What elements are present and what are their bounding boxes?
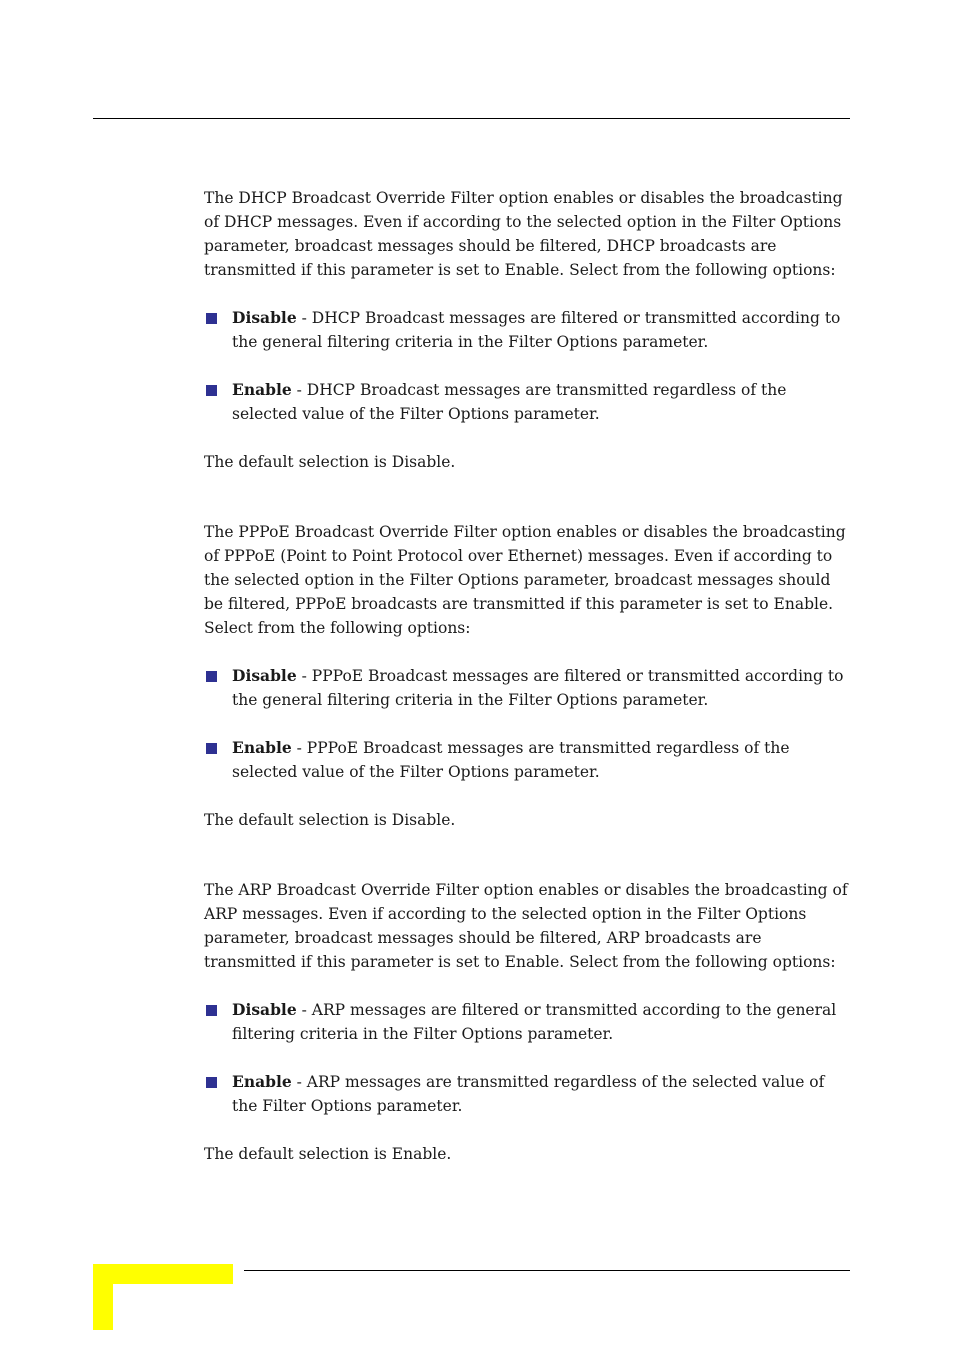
pppoe-intro: The PPPoE Broadcast Override Filter option enables or disables the broadcasting of PPPoE (Point to Point Protocol over Ethernet) messages. Even if according to the selected option in the Filter Options parameter, broadcast messages should be filtered, PPPoE broadcasts are transmitted if this parameter is set to Enable. Select from the following options:: [204, 523, 846, 637]
arp-default: The default selection is Enable.: [204, 1145, 452, 1163]
footer-corner-mark-vertical: [93, 1264, 113, 1330]
footer-corner-mark: [93, 1264, 233, 1284]
pppoe-option-enable: [204, 736, 852, 784]
option-label: Disable: [232, 666, 297, 685]
bullet-square-icon: [206, 743, 217, 754]
bullet-square-icon: [206, 313, 217, 324]
dhcp-intro: The DHCP Broadcast Override Filter option enables or disables the broadcasting of DHCP messages. Even if according to the selected option in the Filter Options parameter, broadcast messages should be filtered, DHCP broadcasts are transmitted if this parameter is set to Enable. Select from the following options:: [204, 189, 843, 279]
pppoe-option-disable: [204, 664, 852, 712]
option-label: Disable: [232, 308, 297, 327]
dhcp-option-disable: [204, 306, 852, 354]
option-text: - ARP messages are filtered or transmitted according to the general filtering criteria in the Filter Options parameter.: [232, 1001, 837, 1043]
arp-option-disable: [204, 998, 852, 1046]
bullet-square-icon: [206, 1005, 217, 1016]
option-text: - PPPoE Broadcast messages are transmitted regardless of the selected value of the Filter Options parameter.: [232, 739, 790, 781]
option-label: Disable: [232, 1000, 297, 1019]
arp-option-enable: [204, 1070, 852, 1118]
option-text: - DHCP Broadcast messages are filtered or transmitted according to the general filtering criteria in the Filter Options parameter.: [232, 309, 841, 351]
document-body: [204, 186, 852, 1166]
option-label: Enable: [232, 1072, 292, 1091]
dhcp-option-enable: [204, 378, 852, 426]
bullet-square-icon: [206, 385, 217, 396]
dhcp-default: The default selection is Disable.: [204, 453, 456, 471]
bullet-square-icon: [206, 1077, 217, 1088]
pppoe-default: The default selection is Disable.: [204, 811, 456, 829]
option-text: - ARP messages are transmitted regardless of the selected value of the Filter Options parameter.: [232, 1073, 825, 1115]
option-text: - DHCP Broadcast messages are transmitted regardless of the selected value of the Filter Options parameter.: [232, 381, 787, 423]
footer-rule: [244, 1270, 850, 1271]
bullet-square-icon: [206, 671, 217, 682]
header-rule: [93, 118, 850, 119]
arp-intro: The ARP Broadcast Override Filter option enables or disables the broadcasting of ARP messages. Even if according to the selected option in the Filter Options parameter, broadcast messages should be filtered, ARP broadcasts are transmitted if this parameter is set to Enable. Select from the following options:: [204, 881, 848, 971]
option-text: - PPPoE Broadcast messages are filtered or transmitted according to the general filtering criteria in the Filter Options parameter.: [232, 667, 844, 709]
option-label: Enable: [232, 380, 292, 399]
option-label: Enable: [232, 738, 292, 757]
